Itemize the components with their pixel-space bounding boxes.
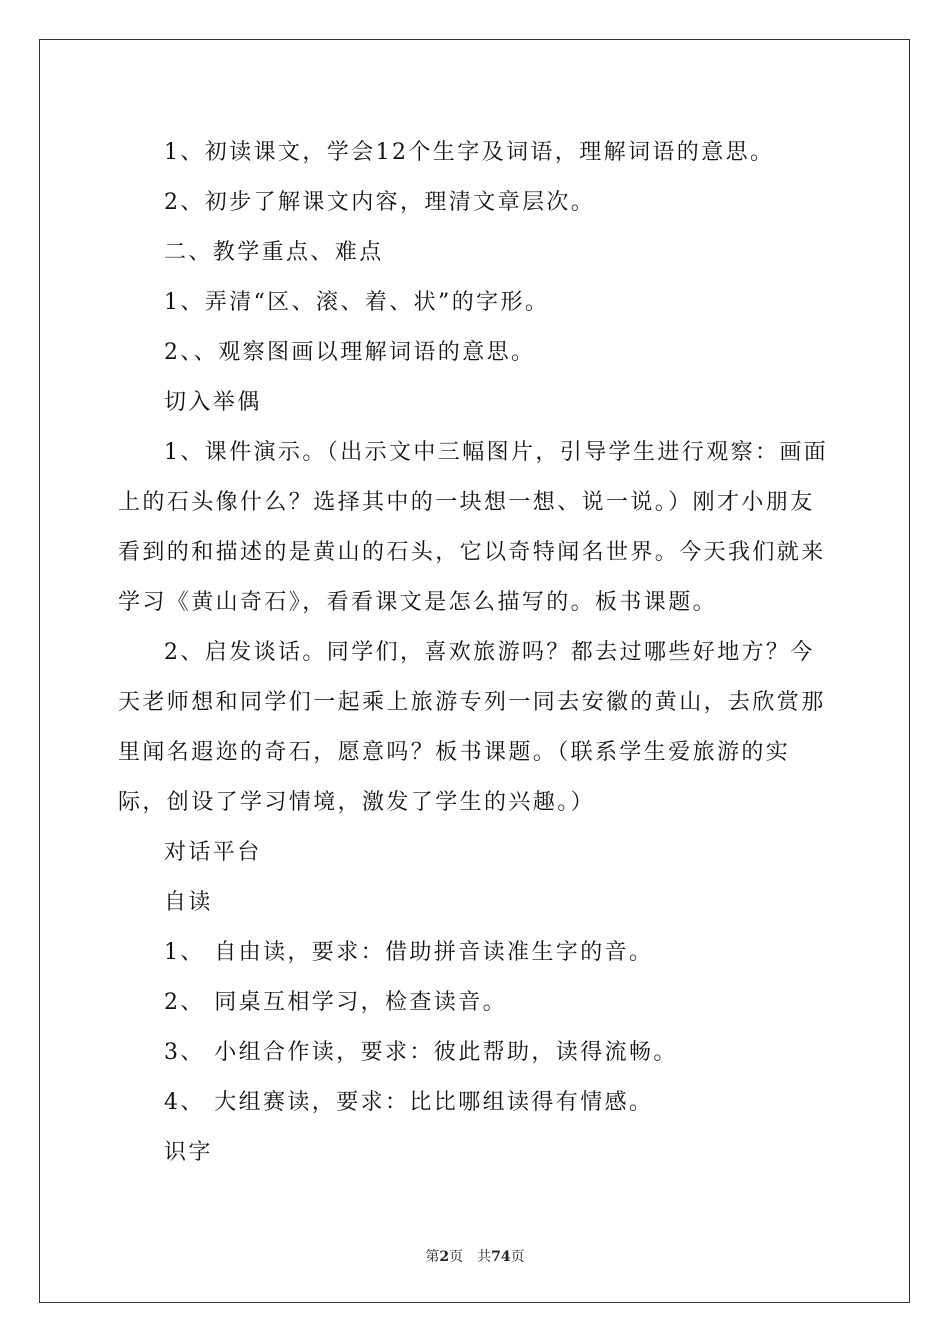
paragraph-2: 2、初步了解课文内容，理清文章层次。 (164, 190, 596, 215)
page-suffix: 页 (449, 1249, 464, 1265)
section-heading-dialogue: 对话平台 (164, 840, 262, 865)
list-item-4: 4、 大组赛读，要求：比比哪组读得有情感。 (164, 1090, 654, 1115)
section-heading-literacy: 识字 (164, 1140, 213, 1165)
paragraph-5: 1、课件演示。（出示文中三幅图片，引导学生进行观察：画面上的石头像什么？选择其中的一块想一想、说一说。）刚才小朋友看到的和描述的是黄山的石头，它以奇特闻名世界。今天我们就来学习《黄山奇石》，看看课文是怎么描写的。板书课题。 (118, 440, 829, 615)
paragraph-3: 1、弄清“区、滚、着、状”的字形。 (164, 290, 550, 315)
paragraph-4: 2、、观察图画以理解词语的意思。 (164, 340, 536, 365)
page-number: 2 (439, 1249, 450, 1265)
page-footer (0, 1246, 950, 1266)
total-suffix: 页 (510, 1249, 525, 1265)
section-heading-key-points: 二、教学重点、难点 (164, 240, 384, 265)
section-heading-self-read: 自读 (164, 890, 213, 915)
total-prefix: 共 (477, 1249, 492, 1265)
paragraph-6: 2、启发谈话。同学们，喜欢旅游吗？都去过哪些好地方？今天老师想和同学们一起乘上旅游专列一同去安徽的黄山，去欣赏那里闻名遐迩的奇石，愿意吗？板书课题。（联系学生爱旅游的实际，创设了学习情境，激发了学生的兴趣。） (118, 640, 826, 815)
page-prefix: 第 (425, 1249, 440, 1265)
section-heading-intro: 切入举偶 (164, 390, 262, 415)
list-item-3: 3、 小组合作读，要求：彼此帮助，读得流畅。 (164, 1040, 678, 1065)
paragraph-1: 1、初读课文，学会12个生字及词语，理解词语的意思。 (164, 140, 775, 165)
document-body (118, 128, 834, 1178)
total-pages: 74 (491, 1249, 511, 1265)
list-item-2: 2、 同桌互相学习，检查读音。 (164, 990, 507, 1015)
list-item-1: 1、 自由读，要求：借助拼音读准生字的音。 (164, 940, 654, 965)
